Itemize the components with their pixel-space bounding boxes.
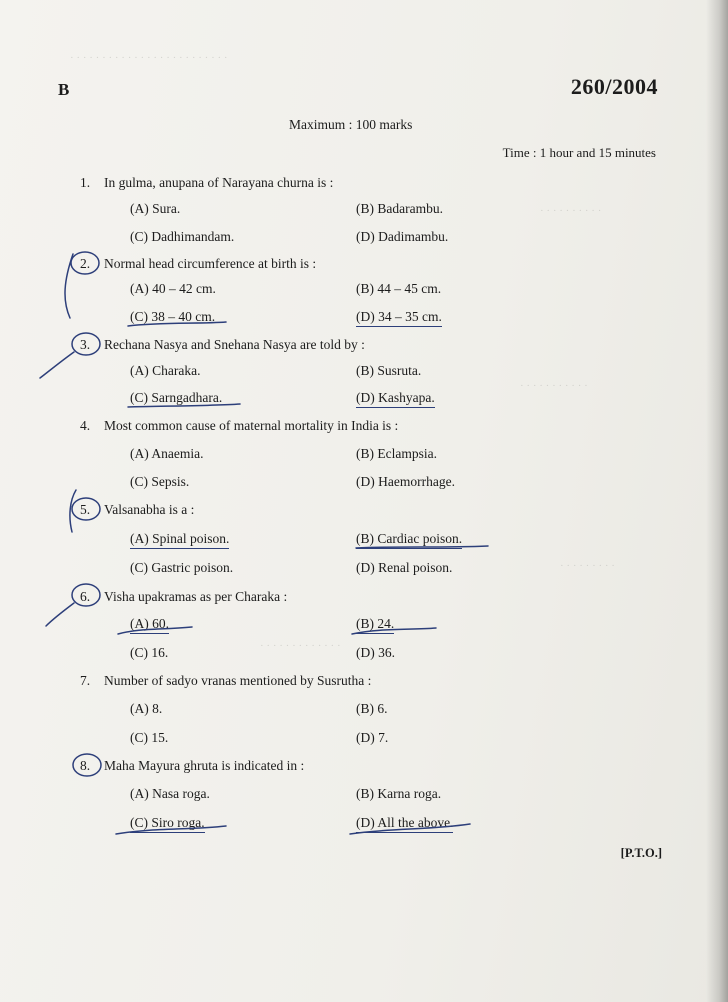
option-7a: (A) 8. <box>130 701 163 716</box>
question-text: Normal head circumference at birth is : <box>104 256 317 271</box>
question-text: Maha Mayura ghruta is indicated in : <box>104 758 305 773</box>
option-7d: (D) 7. <box>356 730 389 745</box>
question-text: Rechana Nasya and Snehana Nasya are told by : <box>104 337 365 352</box>
tick-mark-q6 <box>46 603 74 626</box>
option-2b: (B) 44 – 45 cm. <box>356 281 442 296</box>
option-6b: (B) 24. <box>356 616 394 634</box>
show-through-text: · · · · · · · · · · · · · <box>260 640 341 652</box>
option-2a: (A) 40 – 42 cm. <box>130 281 216 296</box>
question-number: 7. <box>80 673 91 688</box>
option-5c: (C) Gastric poison. <box>130 560 234 575</box>
option-3b: (B) Susruta. <box>356 363 422 378</box>
show-through-text: · · · · · · · · · · <box>540 205 602 217</box>
tick-mark-q2 <box>65 254 73 318</box>
option-1a: (A) Sura. <box>130 201 181 216</box>
series-label: B <box>58 80 70 99</box>
question-3 <box>80 337 365 353</box>
option-6c: (C) 16. <box>130 645 169 660</box>
option-6d: (D) 36. <box>356 645 395 660</box>
question-number: 3. <box>80 337 91 352</box>
paper-code: 260/2004 <box>570 74 658 99</box>
option-3c: (C) Sarngadhara. <box>130 390 223 405</box>
question-1 <box>80 175 333 191</box>
option-5a: (A) Spinal poison. <box>130 531 229 549</box>
option-1d: (D) Dadimambu. <box>356 229 449 244</box>
question-text: Most common cause of maternal mortality in India is : <box>104 418 399 433</box>
question-number: 2. <box>80 256 91 271</box>
option-8c: (C) Siro roga. <box>130 815 205 833</box>
option-3d: (D) Kashyapa. <box>356 390 435 408</box>
question-5 <box>80 502 194 518</box>
option-4b: (B) Eclampsia. <box>356 446 437 461</box>
option-8a: (A) Nasa roga. <box>130 786 210 801</box>
option-4c: (C) Sepsis. <box>130 474 190 489</box>
question-8 <box>80 758 304 774</box>
time-allowed: Time : 1 hour and 15 minutes <box>502 145 656 160</box>
question-text: Visha upakramas as per Charaka : <box>104 589 288 604</box>
option-8d: (D) All the above. <box>356 815 453 833</box>
question-number: 5. <box>80 502 91 517</box>
option-6a: (A) 60. <box>130 616 169 634</box>
question-2 <box>80 256 316 272</box>
option-4a: (A) Anaemia. <box>130 446 204 461</box>
question-6 <box>80 589 287 605</box>
question-number: 8. <box>80 758 91 773</box>
please-turn-over: [P.T.O.] <box>620 846 662 860</box>
question-7 <box>80 673 371 689</box>
option-5b: (B) Cardiac poison. <box>356 531 462 549</box>
question-4 <box>80 418 398 434</box>
tick-mark-q5 <box>70 490 76 532</box>
show-through-text: · · · · · · · · · · · · · · · · · · · · · · · · · <box>70 52 228 64</box>
option-1c: (C) Dadhimandam. <box>130 229 235 244</box>
question-text: In gulma, anupana of Narayana churna is : <box>104 175 334 190</box>
page-edge-shadow <box>706 0 728 1002</box>
question-number: 1. <box>80 175 91 190</box>
option-7b: (B) 6. <box>356 701 388 716</box>
tick-mark-q3 <box>40 352 74 378</box>
option-4d: (D) Haemorrhage. <box>356 474 455 489</box>
question-text: Valsanabha is a : <box>104 502 195 517</box>
maximum-marks: Maximum : 100 marks <box>289 117 413 132</box>
option-3a: (A) Charaka. <box>130 363 201 378</box>
question-text: Number of sadyo vranas mentioned by Susrutha : <box>104 673 372 688</box>
show-through-text: · · · · · · · · · · · <box>520 380 588 392</box>
show-through-text: · · · · · · · · · <box>560 560 615 572</box>
question-number: 4. <box>80 418 91 433</box>
option-8b: (B) Karna roga. <box>356 786 442 801</box>
option-7c: (C) 15. <box>130 730 169 745</box>
option-5d: (D) Renal poison. <box>356 560 453 575</box>
option-2d: (D) 34 – 35 cm. <box>356 309 442 327</box>
question-number: 6. <box>80 589 91 604</box>
option-1b: (B) Badarambu. <box>356 201 443 216</box>
option-2c: (C) 38 – 40 cm. <box>130 309 216 324</box>
